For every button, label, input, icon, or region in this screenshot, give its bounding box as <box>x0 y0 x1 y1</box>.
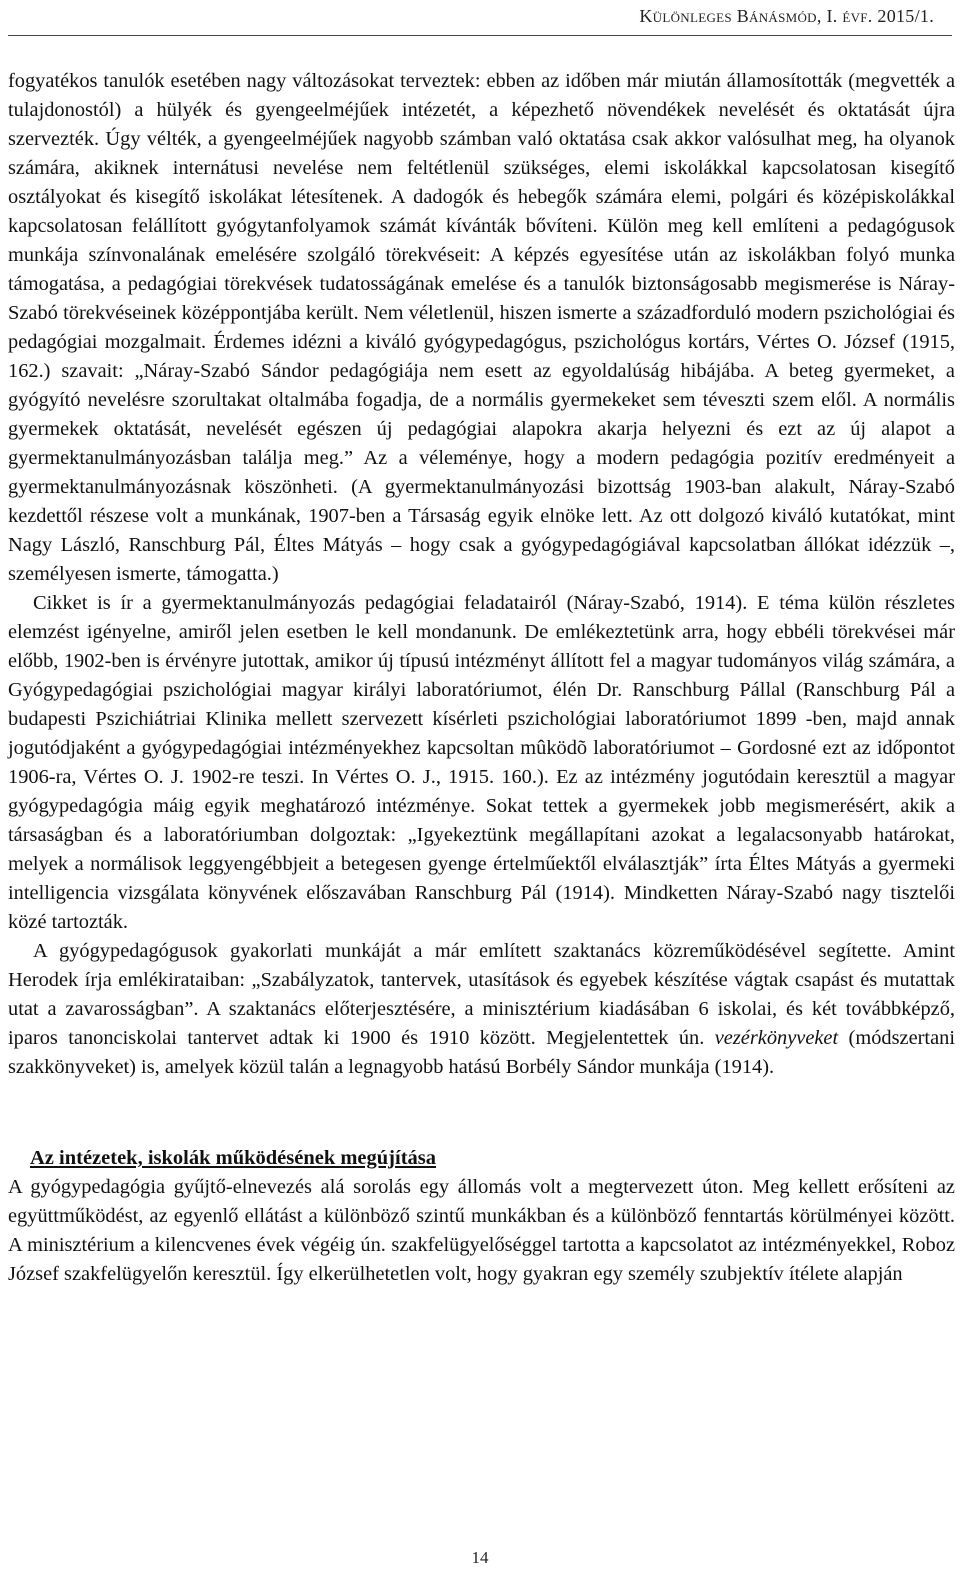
paragraph-3-emphasis: vezérkönyveket <box>714 1027 839 1049</box>
header-rule <box>8 35 952 36</box>
paragraph-3-text-a: A gyógypedagógusok gyakorlati munkáját a már említett szaktanács közreműködésével segítette. Amint Herodek írja emlékirataiban: „Szabályzatok, tantervek, utasítások és egyebek készítése vágtak csapást és mutattak utat a zavarosságban”. A szaktanács előterjesztésére, a minisztérium kiadásában 6 iskolai, és két továbbképző, iparos tanonciskolai tantervet adtak ki 1900 és 1910 között. Megjelentettek ún. <box>8 940 955 1049</box>
paragraph-3-text-b: (módszertani szakkönyveket) is, amelyek közül talán a legnagyobb hatású Borbély Sándor munkája (1914). <box>8 1027 955 1078</box>
page-number: 14 <box>471 1548 489 1567</box>
section-heading: Az intézetek, iskolák működésének megújítása <box>30 1147 437 1169</box>
running-header: Különleges Bánásmód, I. évf. 2015/1. <box>639 6 934 26</box>
paragraph-2: Cikket is ír a gyermektanulmányozás pedagógiai feladatairól (Náray-Szabó, 1914). E téma külön részletes elemzést igényelne, amiről jelen esetben le kell mondanunk. De emlékeztetünk arra, hogy ebbéli törekvései már előbb, 1902-ben is érvényre jutottak, amikor új típusú intézményt állított fel a magyar tudományos világ számára, a Gyógypedagógiai pszichológiai magyar királyi laboratóriumot, élén Dr. Ranschburg Pállal (Ranschburg Pál a budapesti Pszichiátriai Klinika mellett szervezett kísérleti pszichológiai laboratóriumot 1899 -ben, majd annak jogutódjaként a gyógypedagógiai intézményekhez kapcsoltan mûködõ laboratóriumot – Gordosné ezt az időpontot 1906-ra, Vértes O. J. 1902-re teszi. In Vértes O. J., 1915. 160.). Ez az intézmény jogutódain keresztül a magyar gyógypedagógia máig egyik meghatározó intézménye. Sokat tettek a gyermekek jobb megismerésért, akik a társaságban és a laboratóriumban dolgoztak: „Igyekeztünk megállapítani azokat a legalacsonyabb határokat, melyek a normálisok leggyengébbjeit a betegesen gyenge értelműektől elválasztják” írta Éltes Mátyás a gyermeki intelligencia vizsgálata könyvének előszavában Ranschburg Pál (1914). Mindketten Náray-Szabó nagy tisztelői közé tartozták. <box>8 592 955 933</box>
section-paragraph: A gyógypedagógia gyűjtő-elnevezés alá sorolás egy állomás volt a megtervezett úton. Meg kellett erősíteni az együttműködést, az egyenlő ellátást a különböző szintű munkákban és a különböző fenntartás körülményei között. A minisztérium a kilencvenes évek végéig ún. szakfelügyelőséggel tartotta a kapcsolatot az intézményekkel, Roboz József szakfelügyelőn keresztül. Így elkerülhetetlen volt, hogy gyakran egy személy szubjektív ítélete alapján <box>8 1176 955 1285</box>
paragraph-3 <box>8 937 955 1082</box>
paragraph-1: fogyatékos tanulók esetében nagy változásokat terveztek: ebben az időben már miután államosították (megvették a tulajdonostól) a hülyék és gyengeelméjűek intézetét, a képezhető növendékek nevelését és oktatását újra szervezték. Úgy vélték, a gyengeelméjűek nagyobb számban való oktatása csak akkor valósulhat meg, ha olyanok számára, akiknek internátusi nevelése nem feltétlenül szükséges, elemi iskolákkal kapcsolatosan kisegítő osztályokat és kisegítő iskolákat létesítenek. A dadogók és hebegők számára elemi, polgári és középiskolákkal kapcsolatosan felállított gyógytanfolyamok számát kívánták bővíteni. Külön meg kell említeni a pedagógusok munkája színvonalának emelésére szolgáló törekvéseit: A képzés egyesítése után az iskolákban folyó munka támogatása, a pedagógiai törekvések tudatosságának emelése és a tanulók biztonságosabb megismerése is Náray-Szabó törekvéseinek középpontjába került. Nem véletlenül, hiszen ismerte a századforduló modern pszichológiai és pedagógiai mozgalmait. Érdemes idézni a kiváló gyógypedagógus, pszichológus kortárs, Vértes O. József (1915, 162.) szavait: „Náray-Szabó Sándor pedagógiája nem esett az egyoldalúság hibájába. A beteg gyermeket, a gyógyító nevelésre szorultakat oltalmába fogadja, de a normális gyermekeket sem téveszti szem elől. A normális gyermekek oktatását, nevelését egészen új pedagógiai alapokra akarja helyezni és ezt az új alapot a gyermektanulmányozásban találja meg.” Az a véleménye, hogy a modern pedagógia pozitív eredményeit a gyermektanulmányozásnak köszönheti. (A gyermektanulmányozási bizottság 1903-ban alakult, Náray-Szabó kezdettől részese volt a munkának, 1907-ben a Társaság egyik elnöke lett. Az ott dolgozó kiváló kutatókat, mint Nagy László, Ranschburg Pál, Éltes Mátyás – hogy csak a gyógypedagógiával kapcsolatban állókat idézzük –, személyesen ismerte, támogatta.) <box>8 70 955 585</box>
page-body <box>8 67 955 1289</box>
